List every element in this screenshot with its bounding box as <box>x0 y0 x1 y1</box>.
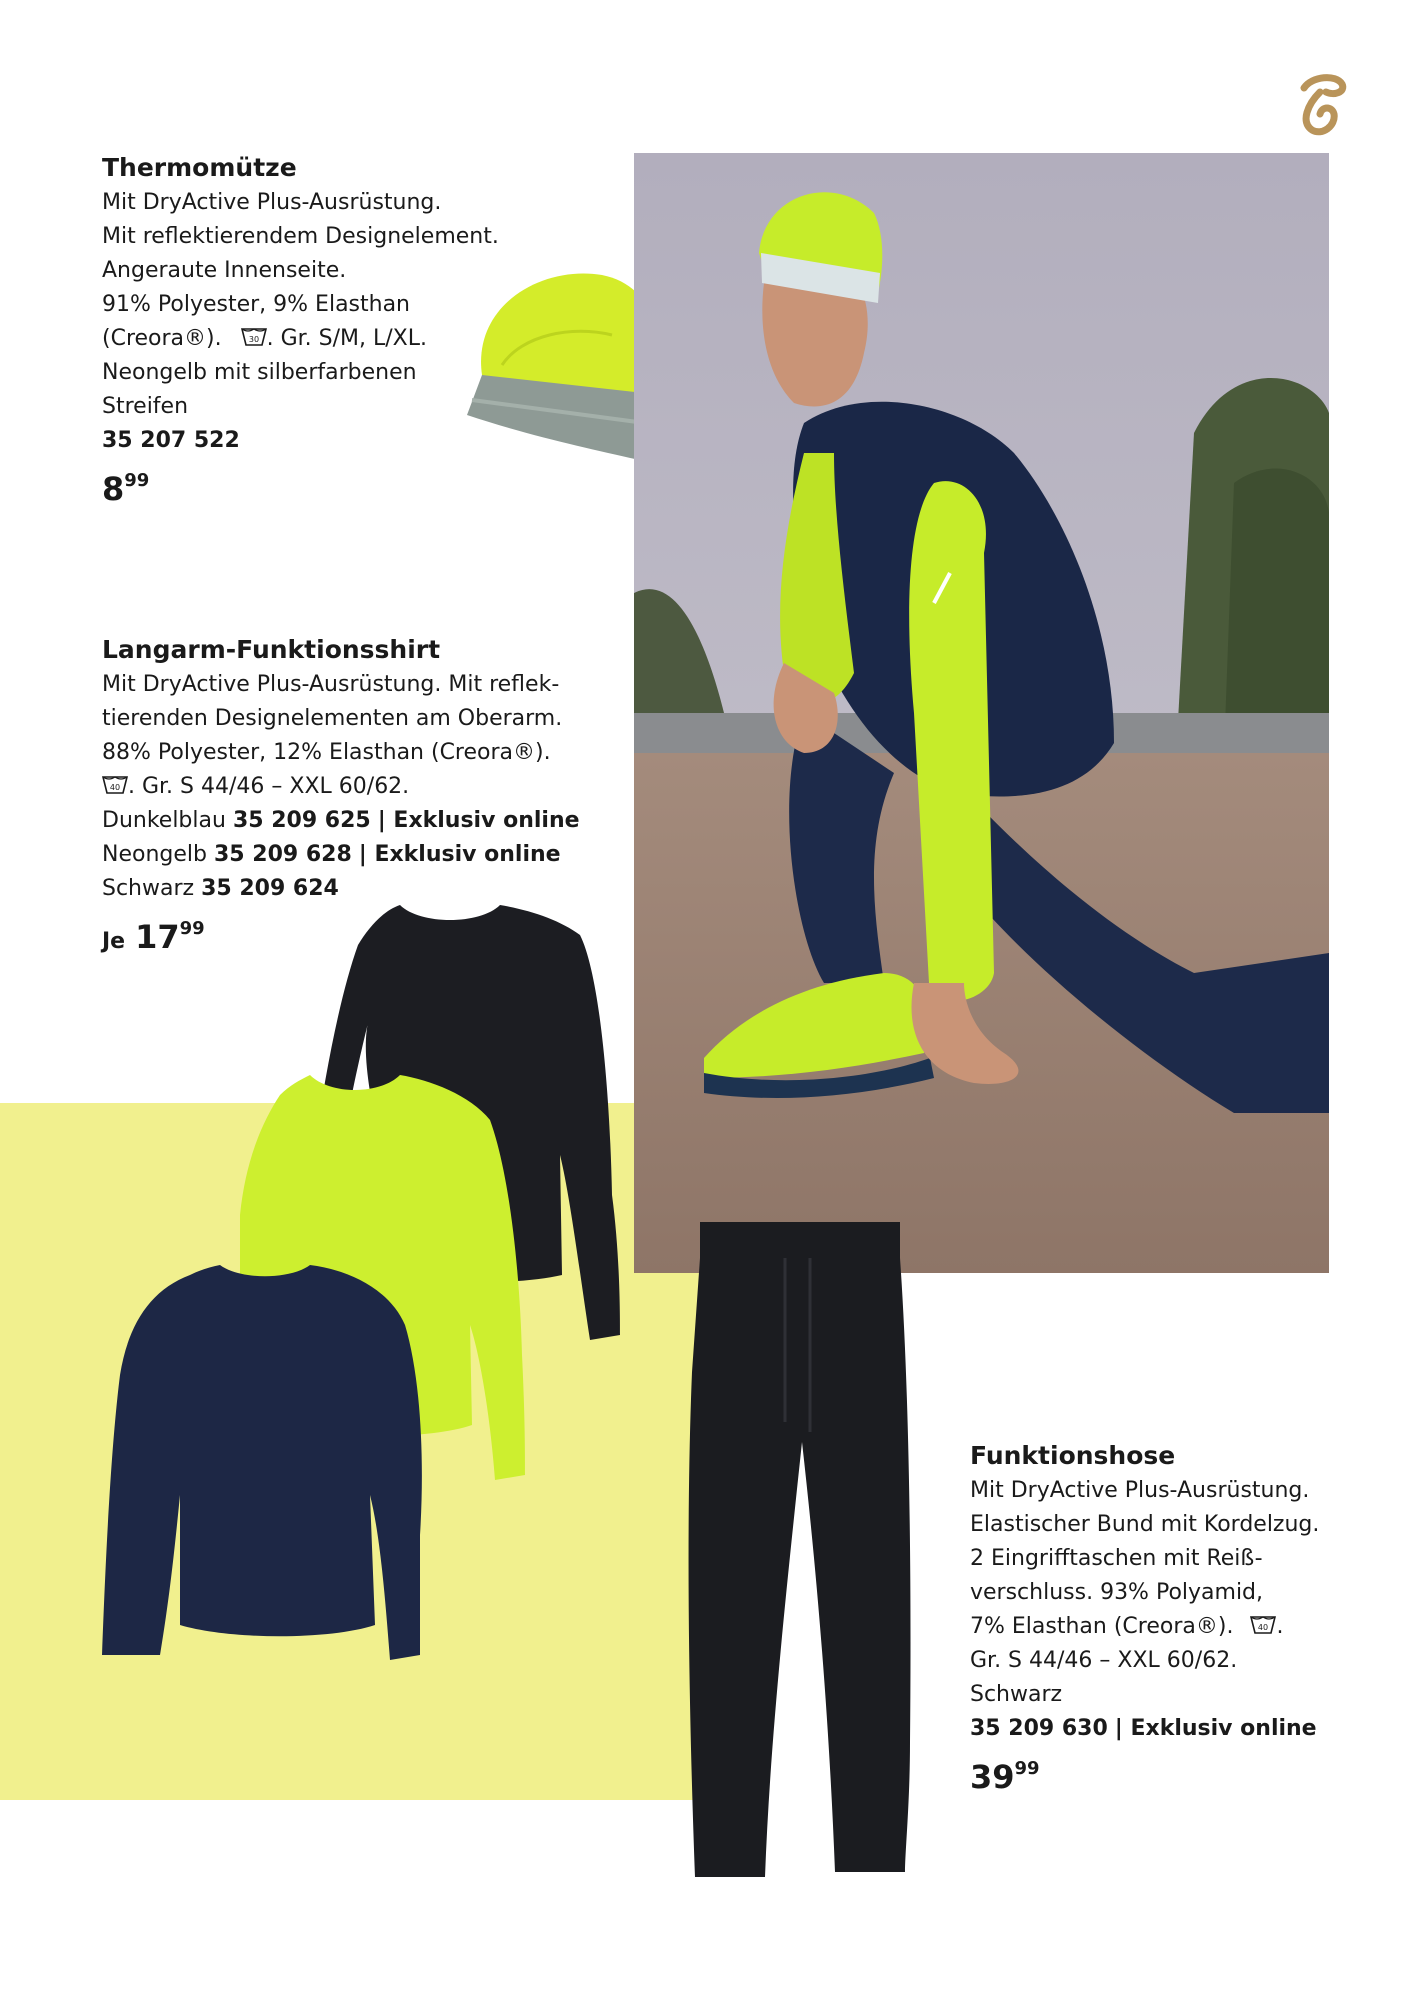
description-line: Streifen <box>102 394 189 419</box>
description-line: Mit reflektierendem Designelement. <box>102 224 499 249</box>
wash-temperature: 30 <box>248 335 259 344</box>
variant-note: | Exklusiv online <box>377 808 580 833</box>
article-line <box>970 1712 1390 1746</box>
price <box>102 464 532 511</box>
description-line-with-wash-icon: 7% Elasthan (Creora®). 40 . <box>970 1614 1284 1639</box>
product-title: Thermomütze <box>102 153 297 182</box>
wash-40-icon <box>102 775 128 795</box>
wash-30-icon <box>241 327 267 347</box>
description-line: (Creora®). <box>102 326 222 351</box>
description-line: Elastischer Bund mit Kordelzug. <box>970 1512 1320 1537</box>
description-line: 7% Elasthan (Creora®). <box>970 1614 1234 1639</box>
description-line: tierenden Designelementen am Oberarm. <box>102 706 563 731</box>
price-cents: 99 <box>124 470 150 491</box>
tchibo-logo-icon <box>1290 70 1350 140</box>
description-line: Mit DryActive Plus-Ausrüstung. Mit reflek- <box>102 672 560 697</box>
description-line: . Gr. S 44/46 – XXL 60/62. <box>128 774 410 799</box>
price-prefix: Je <box>102 929 126 954</box>
variant-line <box>102 838 622 872</box>
description-line: Mit DryActive Plus-Ausrüstung. <box>102 190 442 215</box>
price-main: 17 <box>135 918 180 956</box>
price-cents: 99 <box>179 918 205 939</box>
description-line: Angeraute Innenseite. <box>102 258 347 283</box>
description-line-with-wash-icon <box>102 770 622 804</box>
product-title: Langarm-Funktionsshirt <box>102 635 441 664</box>
description-line: . Gr. S/M, L/XL. <box>266 326 427 351</box>
product-pants-text <box>970 1438 1390 1799</box>
wash-temperature: 40 <box>109 783 121 792</box>
article-note: | Exklusiv online <box>1114 1716 1317 1741</box>
product-title: Funktionshose <box>970 1441 1176 1470</box>
variant-note: | Exklusiv online <box>358 842 561 867</box>
variant-color: Schwarz <box>102 876 195 901</box>
pants-image <box>670 1222 920 1902</box>
description-line: Gr. S 44/46 – XXL 60/62. <box>970 1648 1238 1673</box>
price-main: 8 <box>102 470 125 508</box>
variant-number: 35 209 628 <box>213 842 352 867</box>
wash-40-icon <box>1250 1615 1276 1635</box>
description-line: 91% Polyester, 9% Elasthan <box>102 292 410 317</box>
variant-number: 35 209 624 <box>201 876 339 901</box>
description-line: verschluss. 93% Polyamid, <box>970 1580 1264 1605</box>
variant-line <box>102 804 622 838</box>
price-cents: 99 <box>1014 1758 1040 1779</box>
article-number: 35 209 630 <box>970 1716 1108 1741</box>
variant-color: Neongelb <box>102 842 207 867</box>
price-main: 39 <box>970 1758 1015 1796</box>
description-line: Neongelb mit silberfarbenen <box>102 360 417 385</box>
shirts-image <box>100 895 670 1695</box>
description-line: Schwarz <box>970 1682 1063 1707</box>
article-number: 35 207 522 <box>102 428 240 453</box>
description-line: Mit DryActive Plus-Ausrüstung. <box>970 1478 1310 1503</box>
wash-temperature: 40 <box>1258 1623 1269 1632</box>
price <box>970 1752 1390 1799</box>
description-line: 2 Eingrifftaschen mit Reiß- <box>970 1546 1263 1571</box>
description-line: 88% Polyester, 12% Elasthan (Creora®). <box>102 740 551 765</box>
variant-color: Dunkelblau <box>102 808 226 833</box>
variant-number: 35 209 625 <box>232 808 371 833</box>
runner-photo <box>634 153 1329 1273</box>
